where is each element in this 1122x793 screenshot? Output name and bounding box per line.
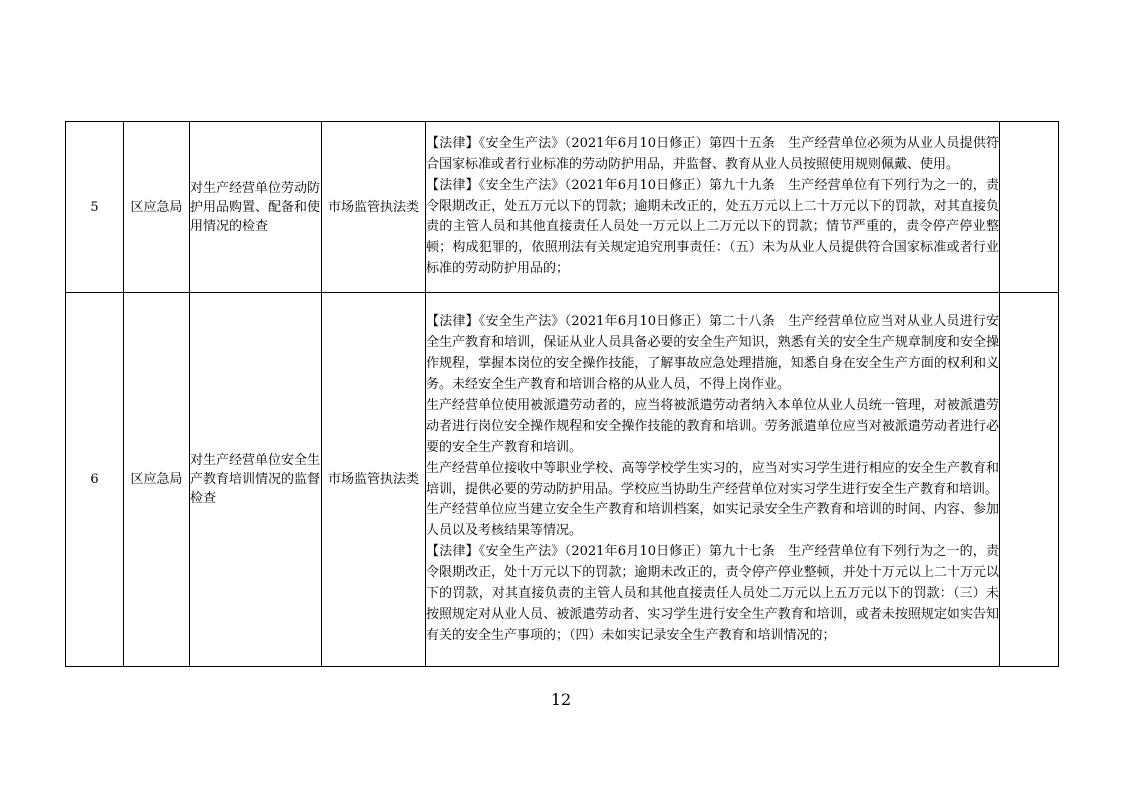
legal-basis-paragraph: 【法律】《安全生产法》（2021年6月10日修正）第九十九条 生产经营单位有下列行为之一的，责令限期改正，处五万元以下的罚款；逾期未改正的，处五万元以上二十万元以下的罚款，对其直接负责的主管人员和其他直接责任人员处一万元以上二万元以下的罚款；情节严重的，责令停产停业整顿；构成犯罪的，依照刑法有关规定追究刑事责任：（五）未为从业人员提供符合国家标准或者行业标准的劳动防护用品的； xyxy=(426,177,999,277)
page-number: 12 xyxy=(550,690,572,709)
legal-basis-paragraph: 生产经营单位应当建立安全生产教育和培训档案，如实记录安全生产教育和培训的时间、内容、参加人员以及考核结果等情况。 xyxy=(426,502,999,539)
category-cell: 市场监管执法类 xyxy=(322,293,426,667)
department-cell: 区应急局 xyxy=(124,122,190,293)
department-cell: 区应急局 xyxy=(124,293,190,667)
legal-basis-cell xyxy=(426,293,1000,667)
row-number: 6 xyxy=(66,293,124,667)
table-row xyxy=(66,293,1059,667)
legal-basis-paragraph: 生产经营单位使用被派遣劳动者的，应当将被派遣劳动者纳入本单位从业人员统一管理，对被派遣劳动者进行岗位安全操作规程和安全操作技能的教育和培训。劳务派遣单位应当对被派遣劳动者进行必要的安全生产教育和培训。 xyxy=(426,397,999,455)
legal-basis-paragraph: 【法律】《安全生产法》（2021年6月10日修正）第四十五条 生产经营单位必须为从业人员提供符合国家标准或者行业标准的劳动防护用品，并监督、教育从业人员按照使用规则佩戴、使用。 xyxy=(426,135,999,172)
enforcement-items-table xyxy=(65,121,1059,667)
legal-basis-cell xyxy=(426,122,1000,293)
remark-cell xyxy=(1000,122,1059,293)
legal-basis-paragraph: 【法律】《安全生产法》（2021年6月10日修正）第九十七条 生产经营单位有下列行为之一的，责令限期改正，处十万元以下的罚款；逾期未改正的，责令停产停业整顿，并处十万元以上二十万元以下的罚款，对其直接负责的主管人员和其他直接责任人员处二万元以上五万元以下的罚款：（三）未按照规定对从业人员、被派遣劳动者、实习学生进行安全生产教育和培训，或者未按照规定如实告知有关的安全生产事项的；（四）未如实记录安全生产教育和培训情况的； xyxy=(426,544,999,643)
item-name-cell: 对生产经营单位劳动防护用品购置、配备和使用情况的检查 xyxy=(190,122,322,293)
category-cell: 市场监管执法类 xyxy=(322,122,426,293)
table-row xyxy=(66,122,1059,293)
remark-cell xyxy=(1000,293,1059,667)
row-number: 5 xyxy=(66,122,124,293)
legal-basis-paragraph: 【法律】《安全生产法》（2021年6月10日修正）第二十八条 生产经营单位应当对从业人员进行安全生产教育和培训，保证从业人员具备必要的安全生产知识，熟悉有关的安全生产规章制度和安全操作规程，掌握本岗位的安全操作技能，了解事故应急处理措施，知悉自身在安全生产方面的权利和义务。未经安全生产教育和培训合格的从业人员，不得上岗作业。 xyxy=(426,314,999,392)
legal-basis-paragraph: 生产经营单位接收中等职业学校、高等学校学生实习的，应当对实习学生进行相应的安全生产教育和培训，提供必要的劳动防护用品。学校应当协助生产经营单位对实习学生进行安全生产教育和培训。 xyxy=(426,460,999,497)
item-name-cell: 对生产经营单位安全生产教育培训情况的监督检查 xyxy=(190,293,322,667)
